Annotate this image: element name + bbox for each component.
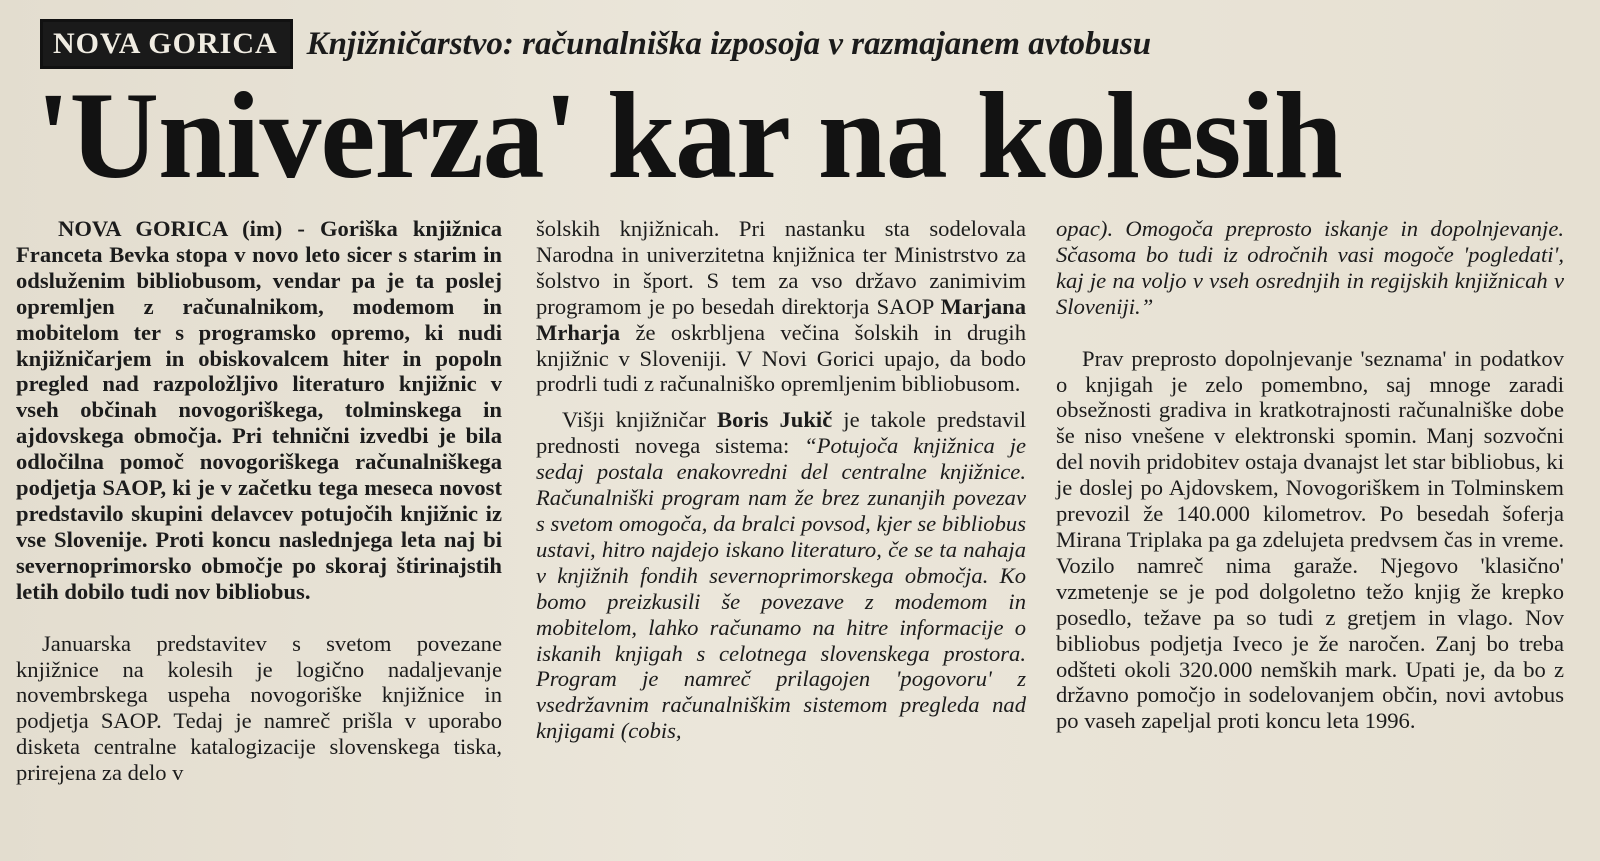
paragraph-1-text-b: že oskrbljena večina šolskih in drugih knjižnic v Sloveniji. V Novi Gorici upajo, da bodo prodrli tudi z računalniško opremljenim bibliobusom. (536, 319, 1026, 397)
kicker (40, 22, 1151, 66)
paragraph-2-text-b: je takole predstavil prednosti novega sistema: (536, 407, 1026, 459)
column-3 (1056, 216, 1564, 734)
person-name-mrhar: Marjana Mrharja (536, 293, 1026, 345)
column-2 (536, 216, 1026, 744)
paragraph-1-start: Januarska predstavitev s svetom povezane knjižnice na kolesih je logično nadaljevanje novembrskega uspeha novogoriške knjižnice in podjetja SAOP. Tedaj je namreč prišla v uporabo disketa centralne katalogizacije slovenskega tiska, prirejena za delo v (16, 630, 502, 786)
person-name-jukic: Boris Jukič (717, 407, 833, 433)
paragraph-gap (1056, 320, 1564, 346)
quote-text: “Potujoča knjižnica je sedaj postala enakovredni del centralne knjižnice. Računalniški program nam že brez zunanjih povezav s svetom omogoča, da bralci povsod, kjer se bibliobus ustavi, hitro najdejo iskano literaturo, če se ta nahaja v knjižnih fondih severnoprimorskega območja. Ko bomo preizkusili še povezave z modemom in mobitelom, lahko računamo na hitre informacije o iskanih knjigah s celotnega slovenskega prostora. Program je namreč prilagojen 'pogovoru' z vsedržavnim računalniškim sistemom pregleda nad knjigami (cobis, (536, 433, 1026, 744)
column-1 (16, 216, 502, 786)
kicker-subtitle: Knjižničarstvo: računalniška izposoja v razmajanem avtobusu (306, 25, 1152, 62)
paragraph-1-continued (536, 216, 1026, 397)
headline: 'Univerza' kar na kolesih (36, 67, 1342, 204)
paragraph-2-text-a: Višji knjižničar (562, 407, 717, 433)
location-tag: NOVA GORICA (40, 19, 293, 69)
paragraph-1-text-a: šolskih knjižnicah. Pri nastanku sta sodelovala Narodna in univerzitetna knjižnica ter Ministrstvo za šolstvo in šport. S tem za vso državo zanimivim programom je po besedah direktorja SAOP (536, 216, 1026, 319)
paragraph-gap (16, 605, 502, 631)
quote-continued: opac). Omogoča preprosto iskanje in dopolnjevanje. Sčasoma bo tudi iz odročnih vasi mogoče 'pogledati', kaj je na voljo v vseh osrednjih in regijskih knjižnicah v Sloveniji.” (1056, 216, 1564, 319)
paragraph-gap (536, 397, 1026, 407)
lead-paragraph: NOVA GORICA (im) - Goriška knjižnica Franceta Bevka stopa v novo leto sicer s starim in odsluženim bibliobusom, vendar pa je ta poslej opremljen z računalnikom, modemom in mobitelom ter s programsko opremo, ki nudi knjižničarjem in obiskovalcem hiter in popoln pregled nad razpoložljivo literaturo knjižnic v vseh občinah novogoriškega, tolminskega in ajdovskega območja. Pri tehnični izvedbi je bila odločilna pomoč novogoriškega računalniškega podjetja SAOP, ki je v začetku tega meseca novost predstavilo skupini delavcev potujočih knjižnic iz vse Slovenije. Proti koncu naslednjega leta naj bi severnoprimorsko območje po skoraj štirinajstih letih dobilo tudi nov bibliobus. (16, 216, 502, 604)
paragraph-2 (536, 407, 1026, 744)
paragraph-3: Prav preprosto dopolnjevanje 'seznama' in podatkov o knjigah je zelo pomembno, saj mnoge zaradi obsežnosti gradiva in kratkotrajnosti računalniške dobe še niso vnešene v elektronski spomin. Manj sozvočni del novih pridobitev ostaja dvanajst let star bibliobus, ki je doslej po Ajdovskem, Novogoriškem in Tolminskem prevozil že 140.000 kilometrov. Po besedah šoferja Mirana Triplaka pa ga zdelujeta predvsem čas in vreme. Vozilo namreč nima garaže. Njegovo 'klasično' vzmetenje se je pod dolgoletno težo knjig že krepko posedlo, težave pa so tudi z gretjem in vlago. Nov bibliobus podjetja Iveco je že naročen. Zanj bo treba odšteti okoli 320.000 nemških mark. Upati je, da bo z državno pomočjo in sodelovanjem občin, novi avtobus po vaseh zapeljal proti koncu leta 1996. (1056, 345, 1564, 734)
